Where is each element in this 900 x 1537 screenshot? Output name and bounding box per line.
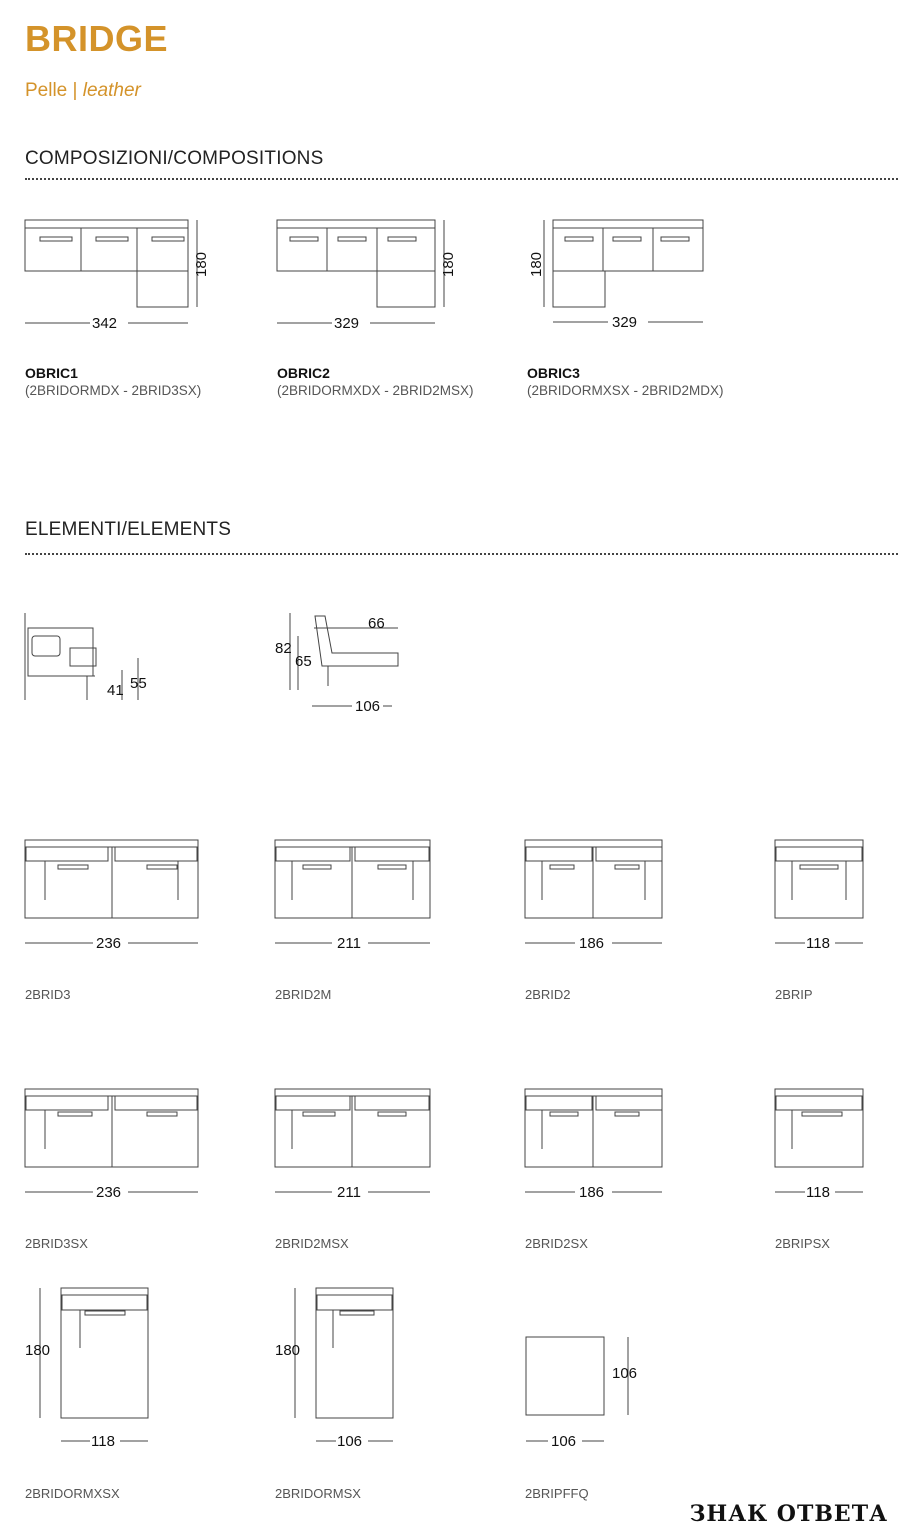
element-code: 2BRID2MSX bbox=[275, 1236, 349, 1251]
element-width-label: 211 bbox=[337, 1184, 361, 1201]
element-width-label: 211 bbox=[337, 935, 361, 952]
arm-depth-label: 66 bbox=[368, 615, 385, 632]
element-drawing-2brid2sx bbox=[520, 1084, 670, 1204]
section-depth-label: 106 bbox=[355, 698, 381, 715]
product-subtitle bbox=[25, 80, 141, 102]
element-drawing-2brid2 bbox=[520, 835, 670, 955]
element-code: 2BRID2M bbox=[275, 987, 332, 1002]
compositions-heading: COMPOSIZIONI/COMPOSITIONS bbox=[25, 148, 324, 169]
armrest-height-label: 55 bbox=[130, 675, 147, 692]
element-width-label: 106 bbox=[337, 1433, 363, 1450]
composition-depth-label: 180 bbox=[193, 251, 210, 277]
composition-subcodes: (2BRIDORMXDX - 2BRID2MSX) bbox=[277, 383, 474, 398]
element-width-label: 118 bbox=[806, 1184, 830, 1201]
element-code: 2BRIPFFQ bbox=[525, 1486, 589, 1501]
element-drawing-2brid2m bbox=[270, 835, 440, 955]
elements-heading: ELEMENTI/ELEMENTS bbox=[25, 519, 232, 540]
element-depth-label: 180 bbox=[275, 1342, 301, 1359]
composition-subcodes: (2BRIDORMDX - 2BRID3SX) bbox=[25, 383, 202, 398]
element-code: 2BRIDORMXSX bbox=[25, 1486, 120, 1501]
element-code: 2BRID3 bbox=[25, 987, 71, 1002]
subtitle-it: Pelle bbox=[25, 80, 68, 101]
subtitle-separator: | bbox=[67, 80, 83, 101]
composition-code: OBRIC2 bbox=[277, 365, 330, 381]
composition-depth-label: 180 bbox=[440, 251, 457, 277]
element-code: 2BRID2SX bbox=[525, 1236, 588, 1251]
element-code: 2BRID2 bbox=[525, 987, 571, 1002]
element-drawing-2bripffq bbox=[520, 1330, 655, 1455]
composition-depth-label: 180 bbox=[528, 251, 545, 277]
element-drawing-2brip bbox=[770, 835, 870, 955]
armrest-height-label: 41 bbox=[107, 682, 124, 699]
elements-divider bbox=[25, 553, 898, 555]
element-code: 2BRIPSX bbox=[775, 1236, 830, 1251]
composition-code: OBRIC3 bbox=[527, 365, 580, 381]
element-drawing-2brid3sx bbox=[20, 1084, 210, 1204]
element-code: 2BRID3SX bbox=[25, 1236, 88, 1251]
back-height-label: 82 bbox=[275, 640, 292, 657]
element-width-label: 186 bbox=[579, 1184, 605, 1201]
composition-drawing-obric3 bbox=[523, 215, 723, 335]
composition-drawing-obric1 bbox=[20, 215, 220, 335]
element-drawing-2brid3 bbox=[20, 835, 210, 955]
seat-height-label: 65 bbox=[295, 653, 312, 670]
element-drawing-2bripsx bbox=[770, 1084, 870, 1204]
element-drawing-2brid2msx bbox=[270, 1084, 440, 1204]
armrest-side-view bbox=[20, 608, 170, 708]
element-drawing-2bridormsx bbox=[270, 1283, 410, 1458]
watermark-text: ЗНАК ОТВЕТА bbox=[689, 1501, 888, 1527]
element-width-label: 236 bbox=[96, 935, 122, 952]
element-width-label: 186 bbox=[579, 935, 605, 952]
composition-width-label: 329 bbox=[334, 315, 360, 332]
element-depth-label: 106 bbox=[612, 1365, 638, 1382]
element-width-label: 106 bbox=[551, 1433, 577, 1450]
element-width-label: 118 bbox=[91, 1433, 115, 1450]
section-side-view bbox=[270, 608, 410, 718]
element-code: 2BRIDORMSX bbox=[275, 1486, 361, 1501]
element-code: 2BRIP bbox=[775, 987, 813, 1002]
element-depth-label: 180 bbox=[25, 1342, 51, 1359]
compositions-divider bbox=[25, 178, 898, 180]
composition-subcodes: (2BRIDORMXSX - 2BRID2MDX) bbox=[527, 383, 724, 398]
element-width-label: 236 bbox=[96, 1184, 122, 1201]
subtitle-en: leather bbox=[82, 80, 141, 101]
composition-width-label: 329 bbox=[612, 314, 638, 331]
composition-code: OBRIC1 bbox=[25, 365, 78, 381]
element-width-label: 118 bbox=[806, 935, 830, 952]
product-title: BRIDGE bbox=[25, 18, 169, 59]
composition-drawing-obric2 bbox=[272, 215, 472, 335]
element-drawing-2bridormxsx bbox=[20, 1283, 160, 1458]
composition-width-label: 342 bbox=[92, 315, 118, 332]
